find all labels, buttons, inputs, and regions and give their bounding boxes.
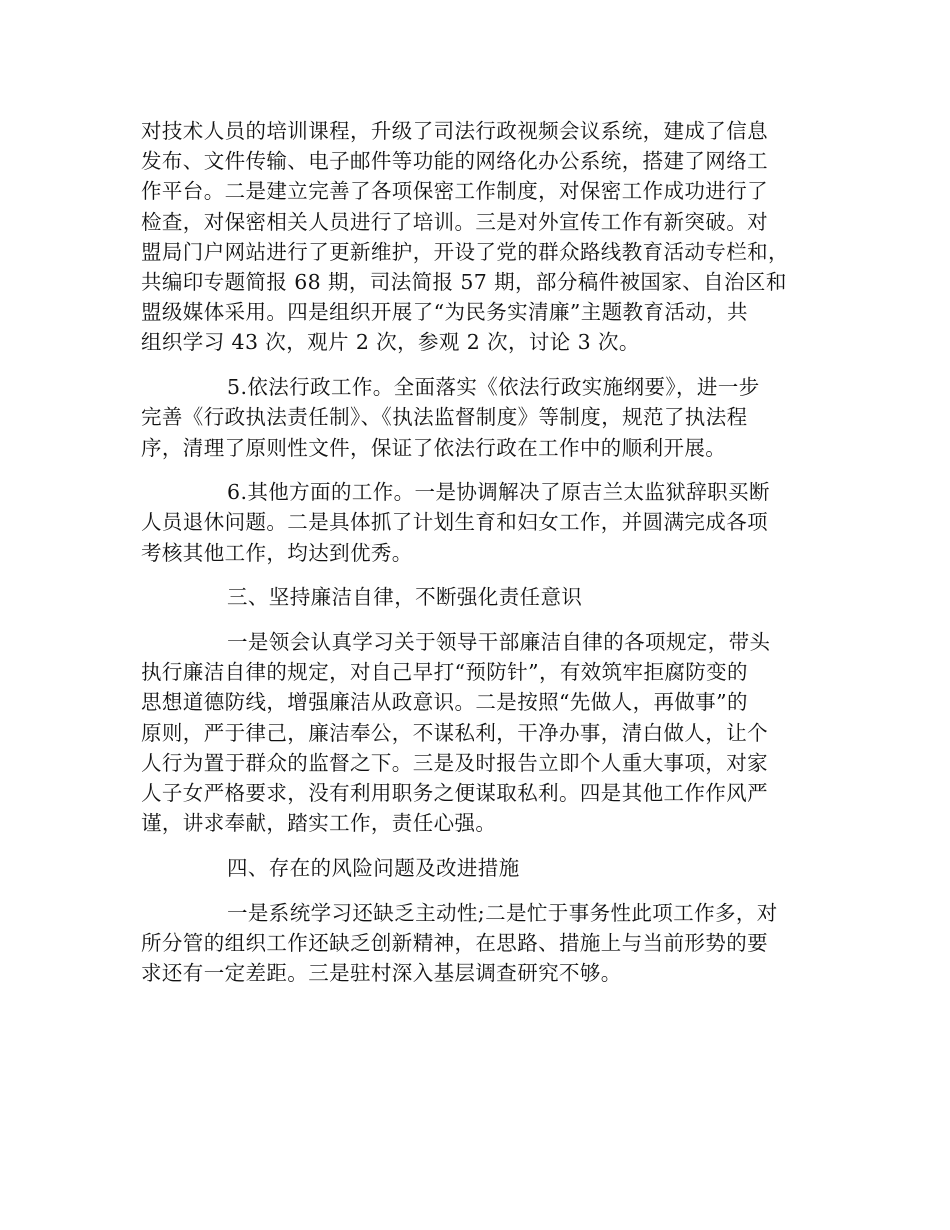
section-heading: 三、坚持廉洁自律，不断强化责任意识 <box>227 585 583 610</box>
text-line: 所分管的组织工作还缺乏创新精神，在思路、措施上与当前形势的要 <box>141 930 768 955</box>
text-line: 盟局门户网站进行了更新维护，开设了党的群众路线教育活动专栏和， <box>141 239 789 264</box>
body-paragraph <box>141 116 811 358</box>
text-line: 思想道德防线，增强廉洁从政意识。二是按照“先做人，再做事”的 <box>141 690 748 715</box>
body-paragraph <box>141 372 811 463</box>
text-line: 执行廉洁自律的规定，对自己早打“预防针”，有效筑牢拒腐防变的 <box>141 660 748 685</box>
text-line: 发布、文件传输、电子邮件等功能的网络化办公系统，搭建了网络工 <box>141 149 768 174</box>
text-line: 求还有一定差距。三是驻村深入基层调查研究不够。 <box>141 961 622 986</box>
text-line: 6.其他方面的工作。一是协调解决了原吉兰太监狱辞职买断 <box>227 480 770 505</box>
body-paragraph <box>141 627 811 838</box>
document-page <box>141 116 811 1003</box>
text-line: 序，清理了原则性文件，保证了依法行政在工作中的顺利开展。 <box>141 435 727 460</box>
text-line: 检查，对保密相关人员进行了培训。三是对外宣传工作有新突破。对 <box>141 209 768 234</box>
text-line: 盟级媒体采用。四是组织开展了“为民务实清廉”主题教育活动，共 <box>141 300 748 325</box>
text-line: 完善《行政执法责任制》、《执法监督制度》等制度，规范了执法程 <box>141 405 748 430</box>
text-line: 共编印专题简报 68 期，司法简报 57 期，部分稿件被国家、自治区和 <box>141 270 787 295</box>
text-line: 一是系统学习还缺乏主动性;二是忙于事务性此项工作多，对 <box>227 900 778 925</box>
text-line: 人行为置于群众的监督之下。三是及时报告立即个人重大事项，对家 <box>141 750 768 775</box>
text-line: 一是领会认真学习关于领导干部廉洁自律的各项规定，带头 <box>227 630 771 655</box>
text-line: 原则，严于律己，廉洁奉公，不谋私利，干净办事，清白做人，让个 <box>141 720 768 745</box>
body-paragraph <box>141 477 811 568</box>
body-paragraph <box>141 898 811 989</box>
text-line: 组织学习 43 次，观片 2 次，参观 2 次，讨论 3 次。 <box>141 330 640 355</box>
text-line: 5.依法行政工作。全面落实《依法行政实施纲要》，进一步 <box>227 375 760 400</box>
text-line: 考核其他工作，均达到优秀。 <box>141 540 413 565</box>
text-line: 人员退休问题。二是具体抓了计划生育和妇女工作，并圆满完成各项 <box>141 510 768 535</box>
text-line: 人子女严格要求，没有利用职务之便谋取私利。四是其他工作作风严 <box>141 781 768 806</box>
text-line: 作平台。二是建立完善了各项保密工作制度，对保密工作成功进行了 <box>141 179 768 204</box>
section-heading: 四、存在的风险问题及改进措施 <box>227 855 520 880</box>
text-line: 谨，讲求奉献，踏实工作，责任心强。 <box>141 811 497 836</box>
text-line: 对技术人员的培训课程，升级了司法行政视频会议系统，建成了信息 <box>141 119 768 143</box>
